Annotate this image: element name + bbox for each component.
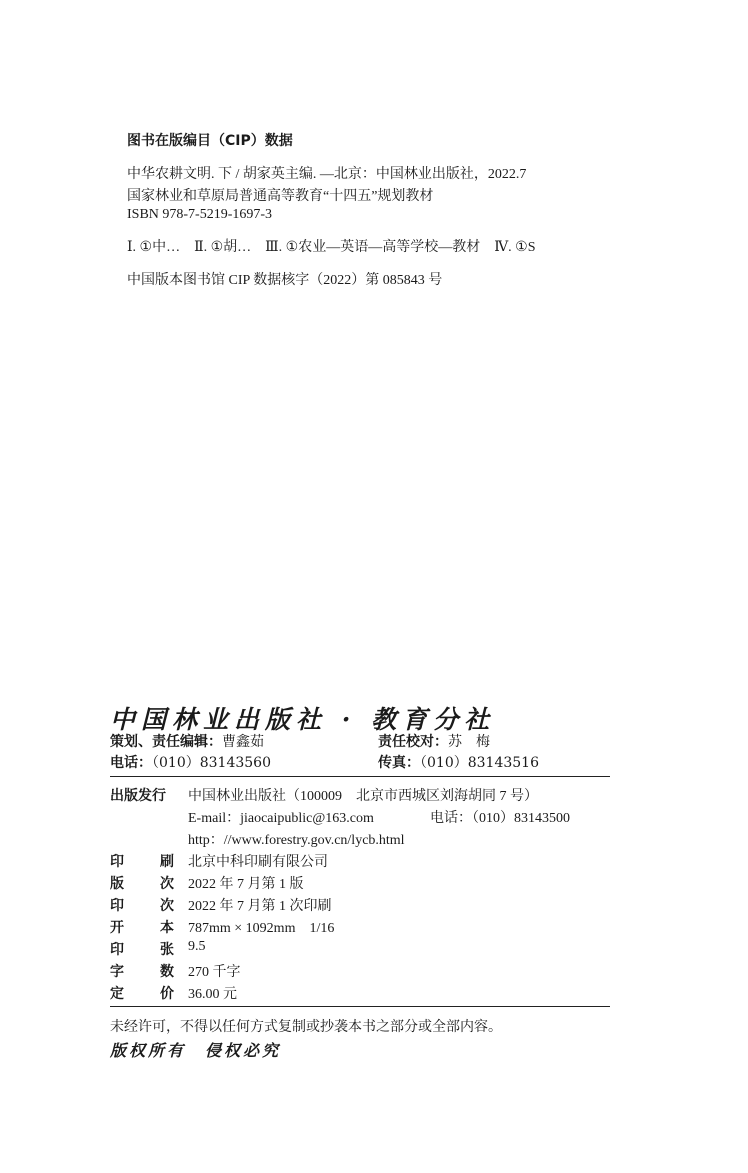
imprint-label-char: 定 — [110, 986, 124, 1002]
imprint-label — [110, 873, 174, 893]
cip-title: 图书在版编目（CIP）数据 — [127, 133, 293, 149]
proofreader-label: 责任校对： — [378, 734, 448, 750]
publisher-website: http：//www.forestry.gov.cn/lycb.html — [188, 833, 405, 848]
imprint-label — [110, 917, 174, 937]
rights-slogan: 版权所有 侵权必究 — [110, 1041, 282, 1060]
imprint-value: 9.5 — [188, 939, 206, 954]
phone-number: （010）83143560 — [152, 755, 271, 771]
imprint-label-char: 次 — [160, 898, 174, 914]
imprint-label-char: 张 — [160, 942, 174, 958]
cip-record-number: 中国版本图书馆 CIP 数据核字（2022）第 085843 号 — [127, 273, 443, 288]
imprint-label — [110, 895, 174, 915]
imprint-label-char: 刷 — [160, 854, 174, 870]
cip-classification: Ⅰ. ①中… Ⅱ. ①胡… Ⅲ. ①农业—英语—高等学校—教材 Ⅳ. ①S — [127, 240, 536, 255]
imprint-value: 北京中科印刷有限公司 — [188, 855, 328, 870]
editor-label: 策划、责任编辑： — [110, 734, 222, 750]
fax-label: 传真： — [378, 755, 420, 771]
imprint-label-char: 印 — [110, 854, 124, 870]
imprint-label-char: 数 — [160, 964, 174, 980]
publisher-email: E-mail：jiaocaipublic@163.com — [188, 811, 374, 826]
imprint-label-char: 版 — [110, 876, 124, 892]
editor-name: 曹鑫茹 — [222, 734, 264, 750]
rights-notice: 未经许可，不得以任何方式复制或抄袭本书之部分或全部内容。 — [110, 1020, 502, 1035]
phone-label: 电话： — [110, 755, 152, 771]
imprint-label-char: 印 — [110, 898, 124, 914]
proofreader-name: 苏 梅 — [448, 734, 490, 750]
distribution-value: 中国林业出版社（100009 北京市西城区刘海胡同 7 号） — [188, 789, 538, 804]
imprint-label-char: 字 — [110, 964, 124, 980]
imprint-value: 270 千字 — [188, 965, 241, 980]
cip-line-bibliographic: 中华农耕文明. 下 / 胡家英主编. —北京：中国林业出版社，2022.7 — [127, 167, 527, 182]
imprint-label — [110, 983, 174, 1003]
imprint-label — [110, 851, 174, 871]
cip-line-series: 国家林业和草原局普通高等教育“十四五”规划教材 — [127, 189, 434, 204]
divider-bottom — [110, 1006, 610, 1007]
imprint-value: 787mm × 1092mm 1/16 — [188, 921, 335, 936]
fax-credit — [378, 752, 539, 772]
imprint-label — [110, 939, 174, 959]
editor-credit — [110, 731, 264, 751]
imprint-label-char: 印 — [110, 942, 124, 958]
distribution-label: 出版发行 — [110, 788, 166, 804]
proofreader-credit — [378, 731, 490, 751]
publisher-name: 中国林业出版社 · 教育分社 — [110, 705, 496, 734]
imprint-label-char: 次 — [160, 876, 174, 892]
imprint-label-char: 开 — [110, 920, 124, 936]
imprint-label — [110, 961, 174, 981]
divider-top — [110, 776, 610, 777]
phone-credit — [110, 752, 271, 772]
fax-number: （010）83143516 — [420, 755, 539, 771]
imprint-label-char: 本 — [160, 920, 174, 936]
imprint-value: 2022 年 7 月第 1 版 — [188, 877, 304, 892]
imprint-label-char: 价 — [160, 986, 174, 1002]
publisher-phone: 电话：（010）83143500 — [430, 811, 570, 826]
imprint-value: 2022 年 7 月第 1 次印刷 — [188, 899, 332, 914]
imprint-value: 36.00 元 — [188, 987, 237, 1002]
cip-line-isbn: ISBN 978-7-5219-1697-3 — [127, 207, 273, 222]
